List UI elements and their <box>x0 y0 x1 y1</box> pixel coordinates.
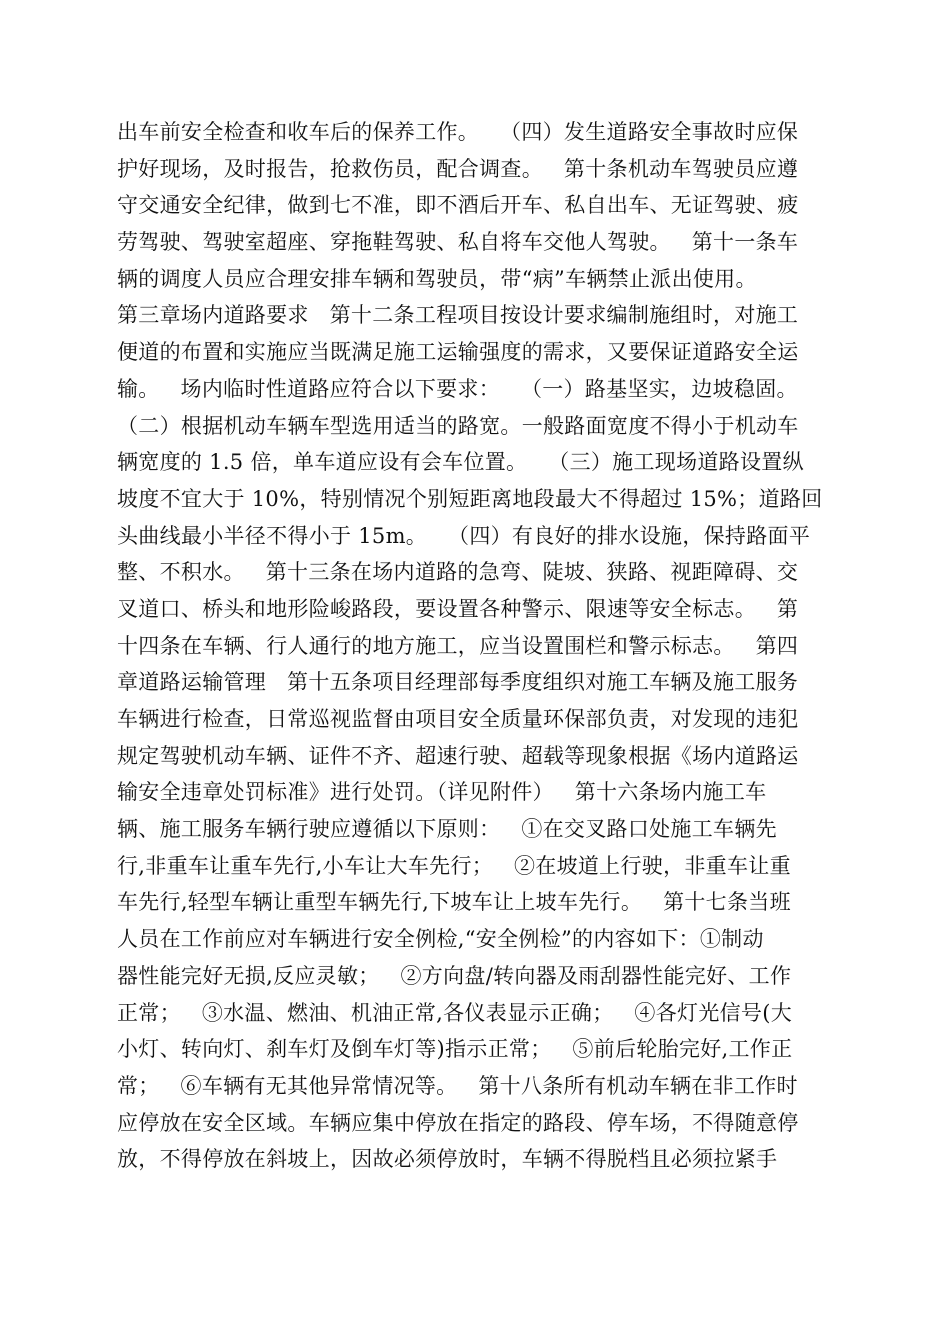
text-line: 十四条在车辆、行人通行的地方施工，应当设置围栏和警示标志。 第四 <box>117 633 799 658</box>
text-line: 应停放在安全区域。车辆应集中停放在指定的路段、停车场，不得随意停 <box>117 1110 799 1135</box>
text-line: 护好现场，及时报告，抢救伤员，配合调查。 第十条机动车驾驶员应遵 <box>117 156 799 181</box>
text-line: 小灯、转向灯、刹车灯及倒车灯等)指示正常； ⑤前后轮胎完好,工作正 <box>117 1037 793 1062</box>
text-line: 人员在工作前应对车辆进行安全例检,“安全例检”的内容如下：①制动 <box>117 927 764 952</box>
body-text <box>117 114 837 1178</box>
text-line: 便道的布置和实施应当既满足施工运输强度的需求，又要保证道路安全运 <box>117 340 799 365</box>
text-line: 输。 场内临时性道路应符合以下要求： （一）路基坚实，边坡稳固。 <box>117 376 798 401</box>
text-line: 正常； ③水温、燃油、机油正常,各仪表显示正确； ④各灯光信号(大 <box>117 1000 793 1025</box>
text-line: 坡度不宜大于 10%，特别情况个别短距离地段最大不得超过 15%；道路回 <box>117 486 823 511</box>
text-line: 规定驾驶机动车辆、证件不齐、超速行驶、超载等现象根据《场内道路运 <box>117 743 799 768</box>
text-line: 常； ⑥车辆有无其他异常情况等。 第十八条所有机动车辆在非工作时 <box>117 1073 798 1098</box>
text-line: 第三章场内道路要求 第十二条工程项目按设计要求编制施组时，对施工 <box>117 303 799 328</box>
text-line: 叉道口、桥头和地形险峻路段，要设置各种警示、限速等安全标志。 第 <box>117 596 799 621</box>
text-line: 出车前安全检查和收车后的保养工作。 （四）发生道路安全事故时应保 <box>117 120 799 144</box>
text-line: 辆宽度的 1.5 倍，单车道应设有会车位置。 （三）施工现场道路设置纵 <box>117 450 804 475</box>
text-line: 输安全违章处罚标准》进行处罚。（详见附件） 第十六条场内施工车 <box>117 780 767 805</box>
text-line: 辆的调度人员应合理安排车辆和驾驶员，带“病”车辆禁止派出使用。 <box>117 266 757 291</box>
text-line: 头曲线最小半径不得小于 15m。 （四）有良好的排水设施，保持路面平 <box>117 523 811 548</box>
text-line: 辆、施工服务车辆行驶应遵循以下原则： ①在交叉路口处施工车辆先 <box>117 817 777 842</box>
text-line: 车先行,轻型车辆让重型车辆先行,下坡车让上坡车先行。 第十七条当班 <box>117 890 791 915</box>
text-line: 行,非重车让重车先行,小车让大车先行； ②在坡道上行驶，非重车让重 <box>117 853 791 878</box>
text-line: 整、不积水。 第十三条在场内道路的急弯、陡坡、狭路、视距障碍、交 <box>117 560 799 585</box>
text-line: 放，不得停放在斜坡上，因故必须停放时，车辆不得脱档且必须拉紧手 <box>117 1147 778 1172</box>
text-line: （二）根据机动车辆车型选用适当的路宽。一般路面宽度不得小于机动车 <box>117 413 799 438</box>
text-line: 劳驾驶、驾驶室超座、穿拖鞋驾驶、私自将车交他人驾驶。 第十一条车 <box>117 230 799 255</box>
text-line: 守交通安全纪律，做到七不准，即不酒后开车、私自出车、无证驾驶、疲 <box>117 193 799 218</box>
text-line: 器性能完好无损,反应灵敏； ②方向盘/转向器及雨刮器性能完好、工作 <box>117 963 792 988</box>
text-line: 车辆进行检查，日常巡视监督由项目安全质量环保部负责，对发现的违犯 <box>117 707 799 731</box>
text-line: 章道路运输管理 第十五条项目经理部每季度组织对施工车辆及施工服务 <box>117 670 799 695</box>
